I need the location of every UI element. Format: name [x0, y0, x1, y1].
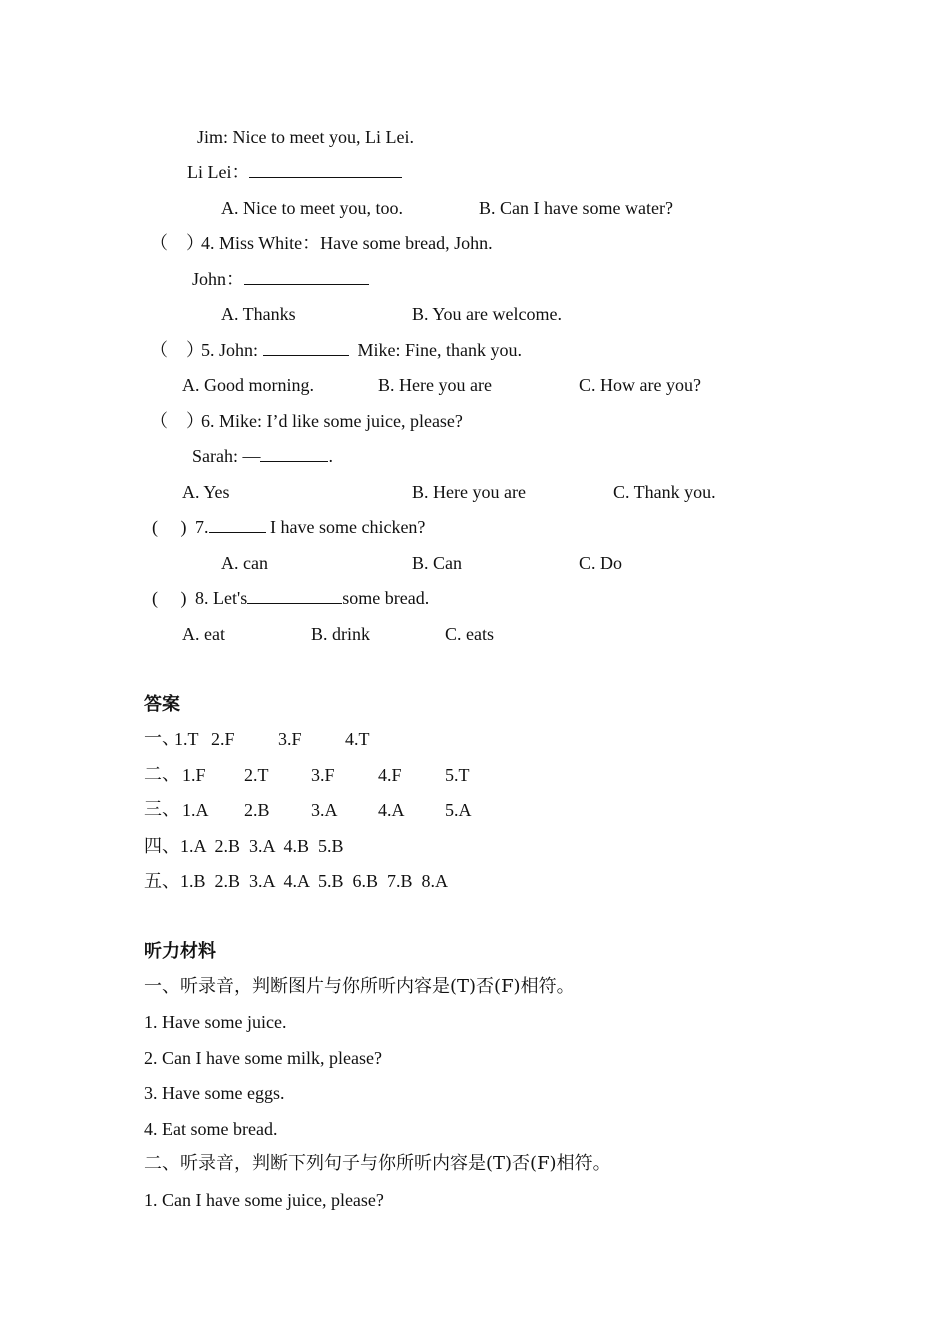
answers-row-2-item: 4.F	[378, 765, 402, 785]
q6-option-b: B. Here you are	[412, 482, 526, 502]
q7-option-b: B. Can	[412, 553, 463, 573]
answers-row-3-label: 三、	[144, 799, 180, 820]
listening-item: 4. Eat some bread.	[144, 1119, 278, 1139]
q4-option-b: B. You are welcome.	[412, 304, 562, 324]
q8-answer-blank	[247, 587, 342, 604]
q7-option-c: C. Do	[579, 553, 623, 573]
listening-heading: 听力材料	[144, 941, 216, 962]
q3-lilei-label: Li Lei：	[187, 162, 250, 182]
q8-line	[195, 587, 429, 609]
q3-option-a: A. Nice to meet you, too.	[221, 198, 403, 218]
q6-sarah-line	[192, 445, 333, 467]
answers-row-2-item: 3.F	[311, 765, 335, 785]
q6-option-c: C. Thank you.	[613, 482, 716, 502]
q8-bracket: ( )	[152, 588, 187, 608]
q6-answer-blank	[260, 445, 328, 462]
q4-john-label: John：	[192, 269, 245, 289]
q5-text-before: 5. John:	[201, 340, 263, 360]
answers-row-3-item: 1.A	[182, 800, 209, 820]
q5-option-c: C. How are you?	[579, 375, 701, 395]
q8-text-after: some bread.	[342, 588, 430, 608]
q6-sarah-end: .	[328, 446, 333, 466]
q3-option-b: B. Can I have some water?	[479, 198, 673, 218]
q5-answer-blank	[263, 339, 349, 356]
answers-row-3-item: 5.A	[445, 800, 472, 820]
answers-row-5: 五、1.B 2.B 3.A 4.A 5.B 6.B 7.B 8.A	[144, 871, 449, 891]
listening-item: 2. Can I have some milk, please?	[144, 1048, 382, 1068]
listening-item: 3. Have some eggs.	[144, 1083, 285, 1103]
q4-john-line	[192, 268, 369, 290]
answers-row-1-label: 一、	[144, 728, 180, 749]
q5-line	[201, 339, 522, 361]
q3-answer-blank	[249, 161, 402, 178]
q3-jim-line: Jim: Nice to meet you, Li Lei.	[197, 127, 414, 147]
q5-text-after: Mike: Fine, thank you.	[348, 340, 523, 360]
listening-item: 1. Can I have some juice, please?	[144, 1190, 384, 1210]
q4-bracket: （ ）	[150, 233, 204, 253]
q8-option-b: B. drink	[311, 624, 371, 644]
answers-row-2-item: 2.T	[244, 765, 269, 785]
q7-answer-blank	[209, 516, 266, 533]
q6-sarah-label: Sarah: —	[192, 446, 261, 466]
answers-row-1-item: 1.T	[174, 729, 199, 749]
listening-item: 1. Have some juice.	[144, 1012, 287, 1032]
answers-row-1-item: 3.F	[278, 729, 302, 749]
q5-bracket: （ ）	[150, 340, 204, 360]
q7-option-a: A. can	[221, 553, 268, 573]
answers-heading: 答案	[144, 694, 180, 715]
q8-text-before: 8. Let's	[195, 588, 248, 608]
q6-option-a: A. Yes	[182, 482, 230, 502]
answers-row-4: 四、1.A 2.B 3.A 4.B 5.B	[144, 836, 344, 856]
answers-row-1-item: 4.T	[345, 729, 370, 749]
q7-line	[195, 516, 425, 538]
listening-section-2: 二、听录音，判断下列句子与你所听内容是(T)否(F)相符。	[144, 1153, 611, 1174]
answers-row-2-item: 5.T	[445, 765, 470, 785]
q5-option-b: B. Here you are	[378, 375, 492, 395]
q5-option-a: A. Good morning.	[182, 375, 314, 395]
answers-row-1-item: 2.F	[211, 729, 235, 749]
answers-row-3-item: 2.B	[244, 800, 270, 820]
q6-bracket: （ ）	[150, 411, 204, 431]
q4-option-a: A. Thanks	[221, 304, 296, 324]
q7-text-before: 7.	[195, 517, 209, 537]
listening-section-1: 一、听录音，判断图片与你所听内容是(T)否(F)相符。	[144, 976, 575, 997]
answers-row-2-label: 二、	[144, 764, 180, 785]
q4-answer-blank	[244, 268, 369, 285]
q7-bracket: ( )	[152, 517, 187, 537]
q8-option-c: C. eats	[445, 624, 494, 644]
answers-row-3-item: 3.A	[311, 800, 338, 820]
answers-row-3-item: 4.A	[378, 800, 405, 820]
answers-row-2-item: 1.F	[182, 765, 206, 785]
q6-text: 6. Mike: I’d like some juice, please?	[201, 411, 463, 431]
q7-text-after: I have some chicken?	[265, 517, 426, 537]
q8-option-a: A. eat	[182, 624, 225, 644]
q4-text: 4. Miss White：Have some bread, John.	[201, 233, 493, 253]
q3-lilei-line	[187, 161, 402, 183]
